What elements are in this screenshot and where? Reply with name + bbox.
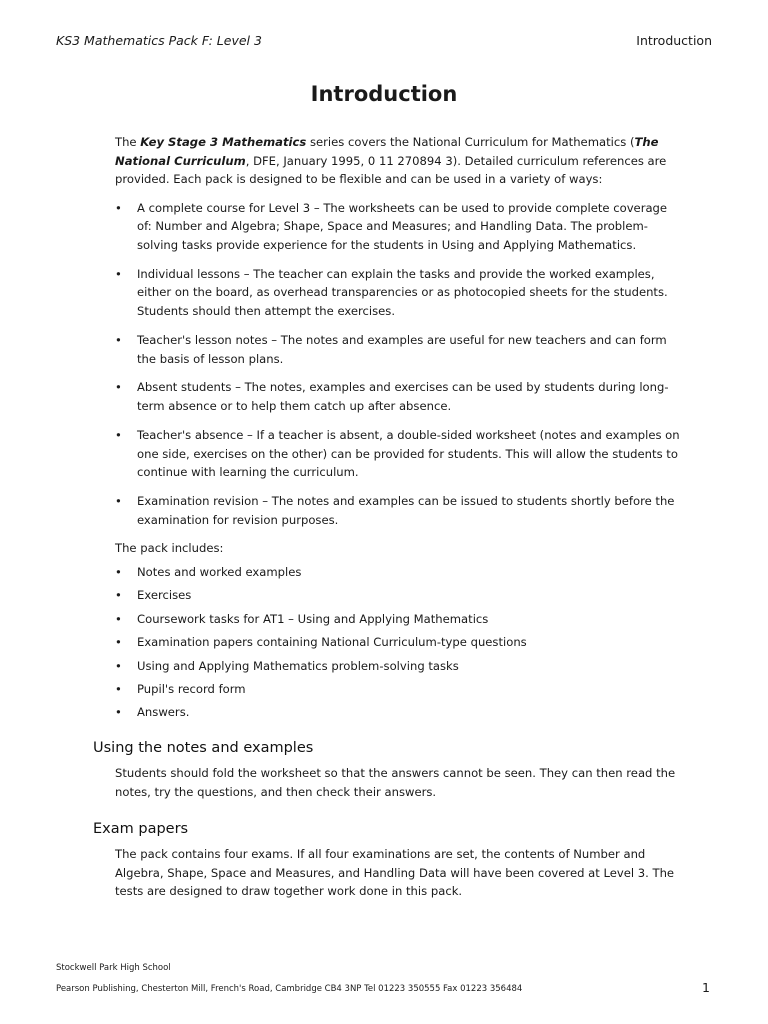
list-item-text: Exercises — [137, 588, 192, 603]
list-item-text: Answers. — [137, 705, 190, 720]
list-item-text: Using and Applying Mathematics problem-solving tasks — [137, 658, 459, 673]
bullet-icon: • — [115, 611, 122, 626]
intro-paragraph — [115, 133, 683, 189]
bullet-icon: • — [115, 564, 122, 579]
list-item — [115, 426, 683, 482]
list-item-text: Examination revision – The notes and examples can be issued to students shortly before the examination for revision purposes. — [137, 493, 675, 527]
list-item — [115, 265, 683, 321]
bullet-icon: • — [115, 493, 122, 508]
footer-school: Stockwell Park High School — [56, 963, 171, 973]
curriculum-name: The National Curriculum — [115, 135, 659, 168]
list-item — [115, 586, 683, 605]
list-item — [115, 680, 683, 699]
list-item-text: Pupil's record form — [137, 681, 246, 696]
bullet-icon: • — [115, 681, 122, 696]
section-heading-exams: Exam papers — [93, 821, 189, 838]
list-item-text: Examination papers containing National Curriculum-type questions — [137, 635, 527, 650]
list-item-text: A complete course for Level 3 – The worksheets can be used to provide complete coverage of: Number and Algebra; Shape, Space and Measures; and Handling Data. The problem-solving tasks provide experience for the students in Using and Applying Mathematics. — [137, 200, 668, 252]
pack-includes-label: The pack includes: — [115, 541, 224, 556]
page-title: Introduction — [310, 82, 458, 106]
bullet-icon: • — [115, 705, 122, 720]
list-item — [115, 199, 683, 255]
footer-publisher: Pearson Publishing, Chesterton Mill, French's Road, Cambridge CB4 3NP Tel 01223 350555 Fax 01223 356484 — [56, 984, 523, 994]
section-text-notes: Students should fold the worksheet so that the answers cannot be seen. They can then read the notes, try the questions, and then check their answers. — [115, 766, 676, 799]
list-item — [115, 657, 683, 676]
bullet-icon: • — [115, 266, 122, 281]
list-item-text: Absent students – The notes, examples and exercises can be used by students during long-term absence or to help them catch up after absence. — [137, 380, 669, 414]
list-item — [115, 703, 683, 722]
bullet-icon: • — [115, 427, 122, 442]
bullet-icon: • — [115, 380, 122, 395]
section-text-exams: The pack contains four exams. If all four examinations are set, the contents of Number and Algebra, Shape, Space and Measures, and Handling Data will have been covered at Level 3. The tests are designed to draw together work done in this pack. — [115, 847, 675, 899]
series-name: Key Stage 3 Mathematics — [140, 135, 307, 149]
running-header-title: KS3 Mathematics Pack F: Level 3 — [56, 33, 262, 48]
list-item — [115, 633, 683, 652]
bullet-icon: • — [115, 658, 122, 673]
running-header-section: Introduction — [636, 33, 712, 48]
list-item — [115, 563, 683, 582]
bullet-icon: • — [115, 635, 122, 650]
bullet-icon: • — [115, 200, 122, 215]
bullet-icon: • — [115, 588, 122, 603]
list-item — [115, 610, 683, 629]
list-item — [115, 492, 683, 529]
intro-text-2: series covers the National Curriculum for Mathematics ( — [306, 135, 635, 149]
section-heading-notes: Using the notes and examples — [93, 740, 314, 757]
intro-text-3: , DFE, January 1995, 0 11 270894 3). Detailed curriculum references are provided. Each pack is designed to be flexible and can be used in a variety of ways: — [115, 153, 667, 187]
main-content — [93, 133, 683, 901]
usage-list — [115, 199, 683, 529]
list-item-text: Individual lessons – The teacher can explain the tasks and provide the worked examples, either on the board, as overhead transparencies or as photocopied sheets for the students. Students should then attempt the exercises. — [137, 266, 668, 319]
list-item-text: Coursework tasks for AT1 – Using and Applying Mathematics — [137, 611, 489, 626]
pack-contents-list — [115, 563, 683, 723]
list-item-text: Teacher's lesson notes – The notes and examples are useful for new teachers and can form the basis of lesson plans. — [137, 332, 667, 366]
page-number: 1 — [702, 980, 710, 995]
list-item-text: Teacher's absence – If a teacher is absent, a double-sided worksheet (notes and examples on one side, exercises on the other) can be provided for students. This will allow the students to continue with learning the curriculum. — [137, 427, 680, 480]
intro-text-1: The — [115, 135, 141, 149]
list-item — [115, 378, 683, 415]
bullet-icon: • — [115, 332, 122, 347]
list-item-text: Notes and worked examples — [137, 564, 302, 579]
list-item — [115, 331, 683, 368]
